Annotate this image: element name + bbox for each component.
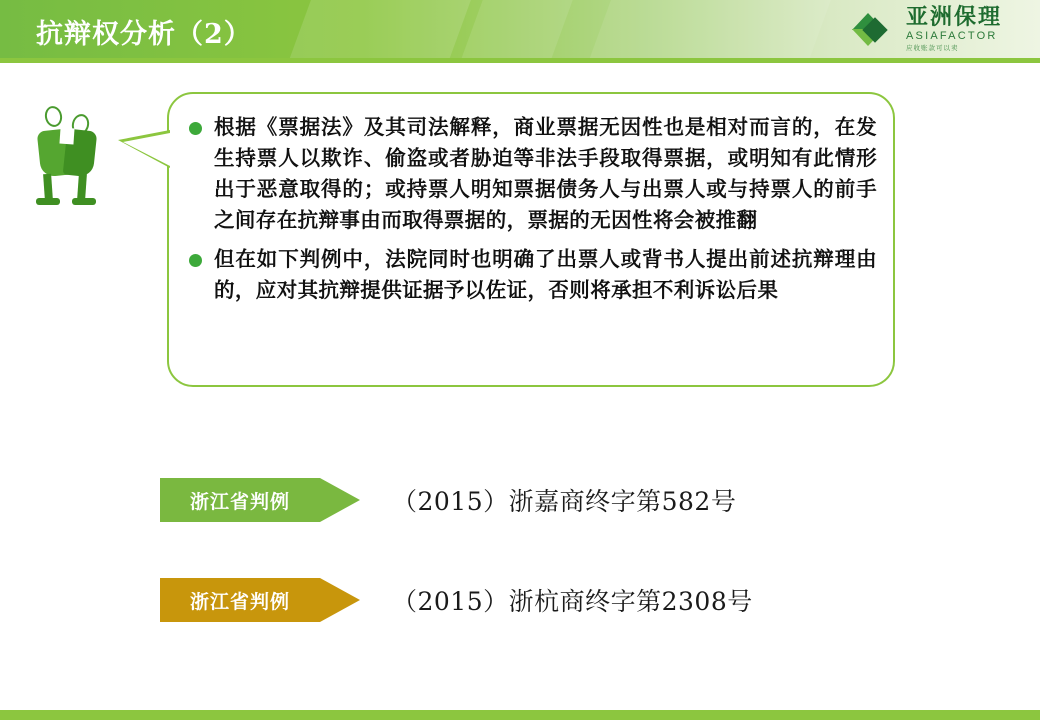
mascot-foot-right	[72, 198, 96, 205]
brand-logo	[852, 4, 1022, 54]
case-tag-badge	[160, 578, 320, 622]
brand-name-cn: 亚洲保理	[906, 4, 1003, 31]
header-decor-shape-1	[278, 0, 482, 58]
case-tag-label: 浙江省判例	[189, 590, 290, 613]
callout-tail-fill	[123, 133, 170, 166]
case-row	[160, 478, 736, 522]
bullet-text: 但在如下判例中，法院同时也明确了出票人或背书人提出前述抗辩理由的，应对其抗辩提供证据予以佐证，否则将承担不利诉讼后果	[214, 247, 877, 302]
brand-logo-text	[906, 6, 1002, 51]
diamond-logo-icon	[852, 7, 898, 51]
list-item	[189, 244, 877, 306]
case-row	[160, 578, 753, 622]
green-mascot-icon	[30, 100, 126, 210]
header-decor-shape-3	[575, 0, 846, 58]
callout-bubble	[167, 92, 895, 387]
header-underline	[0, 58, 1040, 63]
brand-name-en: ASIAFACTOR	[906, 29, 998, 42]
case-tag-badge	[160, 478, 320, 522]
arrow-right-icon	[320, 478, 360, 522]
case-number: （2015）浙嘉商终字第582号	[392, 487, 737, 516]
brand-tagline: 应收账款可以卖	[906, 44, 959, 52]
mascot-leg-left	[43, 174, 53, 200]
case-tag-label: 浙江省判例	[189, 490, 290, 513]
list-item	[189, 112, 877, 236]
arrow-right-icon	[320, 578, 360, 622]
case-number: （2015）浙杭商终字第2308号	[392, 587, 753, 616]
slide-footer-bar	[0, 710, 1040, 720]
mascot-body-notch	[59, 128, 74, 145]
page-title: 抗辩权分析（2）	[36, 19, 252, 50]
mascot-antenna-left	[43, 104, 64, 128]
mascot-leg-right	[77, 174, 87, 200]
mascot-foot-left	[36, 198, 60, 205]
header-decor-shape-2	[450, 0, 580, 58]
bullet-dot-icon	[189, 122, 202, 135]
callout-bullet-list	[189, 112, 877, 314]
bullet-dot-icon	[189, 254, 202, 267]
bullet-text: 根据《票据法》及其司法解释，商业票据无因性也是相对而言的，在发生持票人以欺诈、偷盗或者胁迫等非法手段取得票据，或明知有此情形出于恶意取得的；或持票人明知票据债务人与出票人或与持票人的前手之间存在抗辩事由而取得票据的，票据的无因性将会被推翻	[214, 115, 877, 232]
